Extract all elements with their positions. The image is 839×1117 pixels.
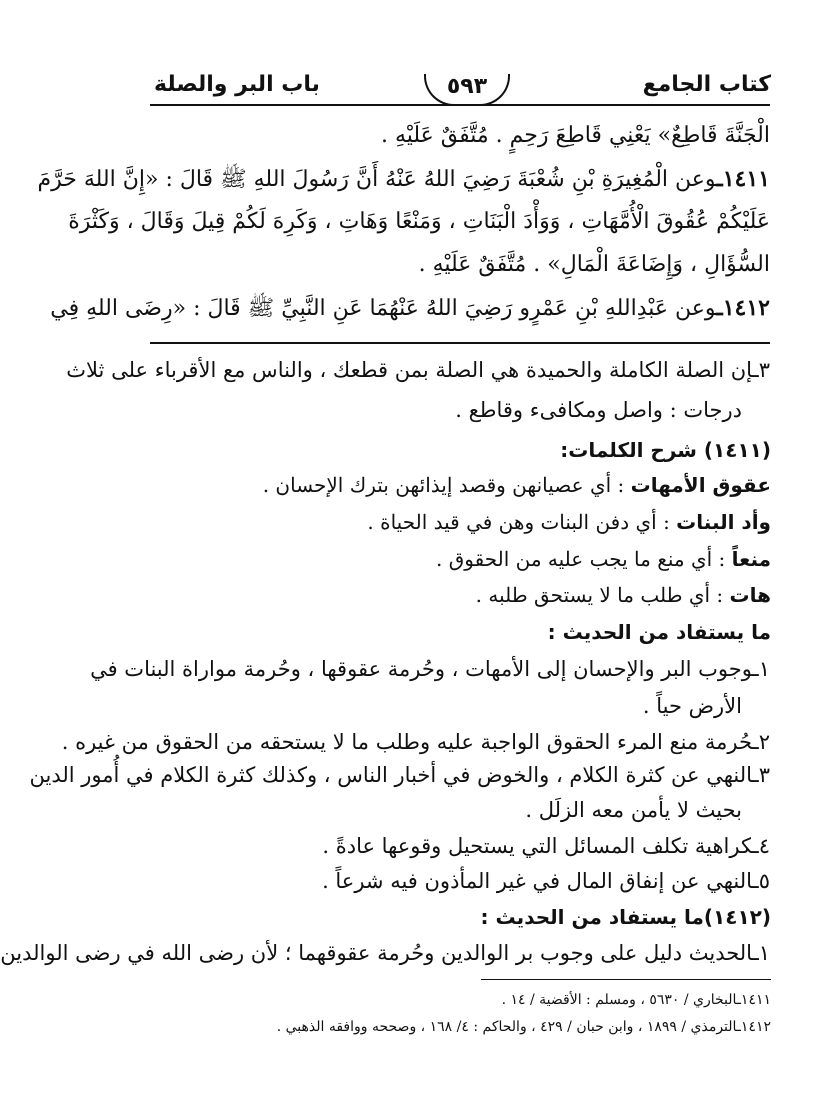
benefit-1-line-2: الأرض حياً . [642, 694, 742, 718]
footnote-rule [481, 979, 771, 980]
hadith-1411-line-1 [37, 159, 770, 199]
benefits-heading-1411: ما يستفاد من الحديث : [547, 620, 771, 644]
glossary-term: منعاً [731, 547, 771, 571]
benefit-4: ٤ـكراهية تكلف المسائل التي يستحيل وقوعها عادةً . [322, 834, 770, 858]
hadith-1411-text-1: وعن الْمُغِيرَةِ بْنِ شُعْبَةَ رَضِيَ اللهُ عَنْهُ أَنَّ رَسُولَ اللهِ ﷺ قَالَ : «إِنَّ اللهَ حَرَّمَ [37, 167, 717, 192]
hadith-1411-line-3: السُّؤَالِ ، وَإِضَاعَةَ الْمَالِ» . مُتَّفَقٌ عَلَيْهِ . [418, 252, 770, 277]
glossary-term: عقوق الأمهات [630, 473, 771, 497]
hadith-1412-text-1: وعن عَبْدِاللهِ بْنِ عَمْرٍو رَضِيَ اللهُ عَنْهُمَا عَنِ النَّبِيِّ ﷺ قَالَ : «رِضَى اللهِ فِي [50, 296, 717, 321]
benefit-3-line-2: بحيث لا يأمن معه الزلَل . [525, 798, 742, 822]
glossary-item [476, 575, 771, 615]
glossary-term: هات [729, 583, 771, 607]
benefit-3-line-1: ٣ـالنهي عن كثرة الكلام ، والخوض في أخبار الناس ، وكذلك كثرة الكلام في أُمور الدين [29, 763, 770, 787]
glossary-definition: : أي منع ما يجب عليه من الحقوق . [436, 547, 726, 571]
glossary-term: وأد البنات [676, 510, 771, 534]
page-number: ٥٩٣ [424, 74, 510, 106]
hadith-1411-number: ١٤١١ـ [716, 166, 770, 192]
glossary-heading: (١٤١١) شرح الكلمات: [560, 438, 771, 462]
glossary-item [263, 465, 771, 505]
hadith-1412-number: ١٤١٢ـ [716, 295, 770, 321]
footnote-1411: ١٤١١ـالبخاري / ٥٦٣٠ ، ومسلم : الأقضية / ١٤ . [501, 992, 771, 1008]
glossary-definition: : أي عصيانهن وقصد إيذائهن بترك الإحسان . [262, 473, 625, 497]
chapter-title: باب البر والصلة [154, 72, 320, 97]
prev-note-line-1: ٣ـإن الصلة الكاملة والحميدة هي الصلة بمن قطعك ، والناس مع الأقرباء على ثلاث [66, 358, 770, 382]
commentary-rule [150, 342, 770, 344]
hadith-1411-line-2: عَلَيْكُمْ عُقُوقَ الْأُمَّهَاتِ ، وَوَأْدَ الْبَنَاتِ ، وَمَنْعًا وَهَاتِ ، وَكَرِهَ لَكُمْ قِيلَ وَقَالَ ، وَكَثْرَةَ [68, 209, 770, 234]
glossary-item [436, 539, 771, 579]
benefit-1-line-1: ١ـوجوب البر والإحسان إلى الأمهات ، وحُرمة عقوقها ، وحُرمة مواراة البنات في [90, 657, 770, 681]
benefit-1412-line-1: ١ـالحديث دليل على وجوب بر الوالدين وحُرمة عقوقهما ؛ لأن رضى الله في رضى الوالدين [0, 941, 770, 965]
benefits-heading-1412: (١٤١٢)ما يستفاد من الحديث : [480, 905, 771, 929]
glossary-definition: : أي طلب ما لا يستحق طلبه . [475, 583, 724, 607]
prev-note-line-2: درجات : واصل ومكافىء وقاطع . [455, 398, 742, 422]
benefit-2: ٢ـحُرمة منع المرء الحقوق الواجبة عليه وطلب ما لا يستحقه من الحقوق من غيره . [61, 730, 770, 754]
book-title: كتاب الجامع [642, 72, 771, 97]
glossary-definition: : أي دفن البنات وهن في قيد الحياة . [367, 510, 670, 534]
benefit-5: ٥ـالنهي عن إنفاق المال في غير المأذون فيه شرعاً . [322, 869, 770, 893]
glossary-item [367, 502, 771, 542]
header-rule [150, 104, 770, 106]
footnote-1412: ١٤١٢ـالترمذي / ١٨٩٩ ، وابن حبان / ٤٢٩ ، والحاكم : ٤/ ١٦٨ ، وصححه ووافقه الذهبي . [276, 1019, 771, 1035]
hadith-1412-line-1 [50, 288, 770, 328]
hadith-continuation-line: الْجَنَّةَ قَاطِعٌ» يَعْنِي قَاطِعَ رَحِمٍ . مُتَّفَقٌ عَلَيْهِ . [380, 123, 770, 148]
